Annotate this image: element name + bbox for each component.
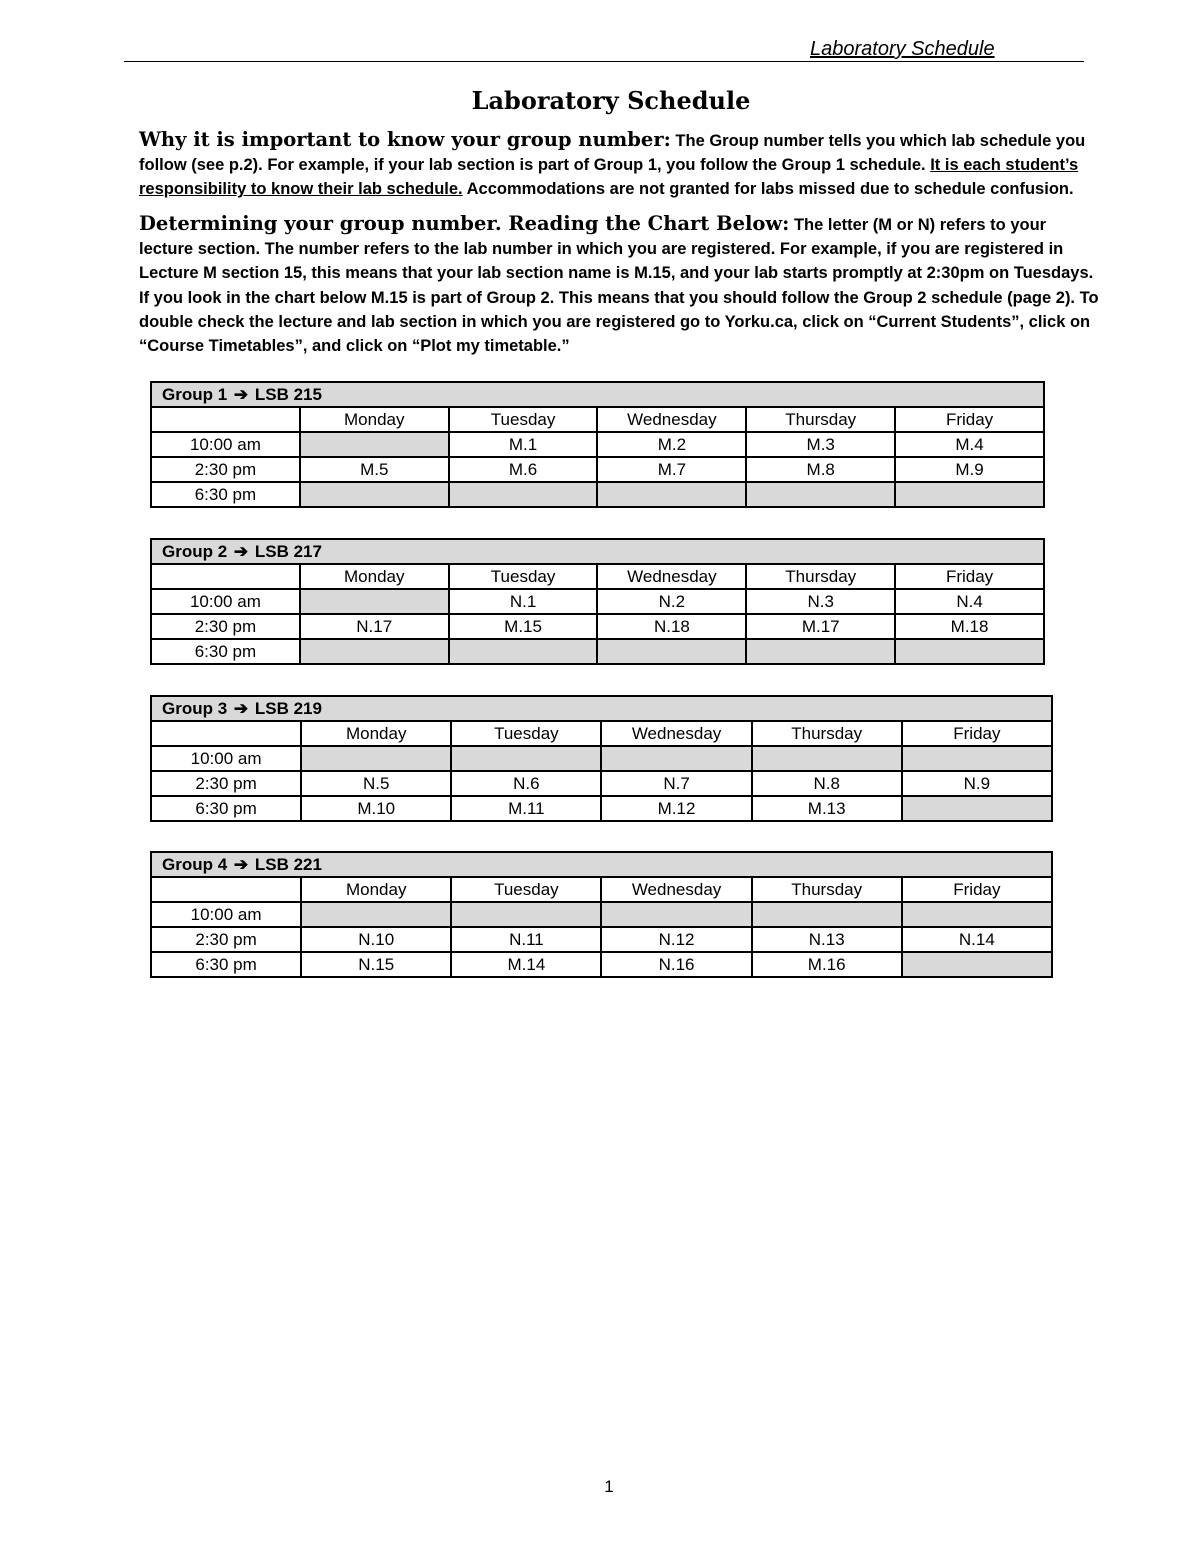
group-label: Group 3 — [162, 698, 228, 718]
day-header-row — [151, 877, 1052, 902]
time-row — [151, 432, 1044, 457]
time-row — [151, 796, 1052, 821]
corner-cell — [151, 721, 301, 746]
table-title — [151, 852, 1052, 877]
empty-cell — [597, 482, 746, 507]
table-title — [151, 382, 1044, 407]
day-header: Tuesday — [449, 564, 598, 589]
time-row — [151, 771, 1052, 796]
time-label: 6:30 pm — [151, 952, 301, 977]
time-label: 2:30 pm — [151, 771, 301, 796]
empty-cell — [746, 482, 895, 507]
room-label: LSB 217 — [254, 541, 322, 561]
empty-cell — [597, 639, 746, 664]
section-cell: M.15 — [449, 614, 598, 639]
paragraph-text: The letter (M or N) refers to your lecture section. The number refers to the lab number in which you are registered. For example, if you are registered in Lecture M section 15, this means that your lab section name is M.15, and your lab starts promptly at 2:30pm on Tuesdays. If you look in the chart below M.15 is part of Group 2. This means that you should follow the Group 2 schedule (page 2). To double check the lecture and lab section in which you are registered go to Yorku.ca, click on “Current Students”, click on “Course Timetables”, and click on “Plot my timetable.” — [139, 216, 1099, 356]
page-title: Laboratory Schedule — [471, 86, 751, 115]
empty-cell — [895, 639, 1044, 664]
section-cell: N.15 — [301, 952, 451, 977]
section-cell: M.17 — [746, 614, 895, 639]
section-cell: N.3 — [746, 589, 895, 614]
section-cell: M.6 — [449, 457, 598, 482]
time-row — [151, 614, 1044, 639]
section-cell: N.16 — [601, 952, 751, 977]
empty-cell — [902, 746, 1052, 771]
section-cell: M.1 — [449, 432, 598, 457]
time-label: 2:30 pm — [151, 927, 301, 952]
section-cell: N.18 — [597, 614, 746, 639]
day-header: Monday — [301, 721, 451, 746]
section-cell: N.12 — [601, 927, 751, 952]
time-label: 10:00 am — [151, 589, 300, 614]
time-row — [151, 902, 1052, 927]
arrow-icon: ➔ — [229, 854, 253, 874]
empty-cell — [902, 902, 1052, 927]
day-header: Tuesday — [451, 877, 601, 902]
empty-cell — [451, 902, 601, 927]
time-row — [151, 589, 1044, 614]
day-header: Wednesday — [601, 877, 751, 902]
day-header: Tuesday — [449, 407, 598, 432]
day-header: Monday — [300, 564, 449, 589]
time-label: 10:00 am — [151, 902, 301, 927]
room-label: LSB 215 — [254, 384, 322, 404]
day-header-row — [151, 564, 1044, 589]
time-label: 10:00 am — [151, 432, 300, 457]
empty-cell — [301, 902, 451, 927]
table-title-row — [151, 696, 1052, 721]
arrow-icon: ➔ — [229, 384, 253, 404]
responsibility-note: It is each student’s responsibility to know their lab schedule. — [139, 156, 1079, 199]
corner-cell — [151, 564, 300, 589]
day-header-row — [151, 721, 1052, 746]
section-cell: M.9 — [895, 457, 1044, 482]
day-header: Wednesday — [597, 407, 746, 432]
section-cell: N.13 — [752, 927, 902, 952]
arrow-icon: ➔ — [229, 541, 253, 561]
time-row — [151, 927, 1052, 952]
empty-cell — [902, 952, 1052, 977]
running-header — [124, 36, 1084, 62]
day-header: Wednesday — [597, 564, 746, 589]
empty-cell — [902, 796, 1052, 821]
empty-cell — [300, 482, 449, 507]
empty-cell — [895, 482, 1044, 507]
section-cell: N.2 — [597, 589, 746, 614]
empty-cell — [746, 639, 895, 664]
group-number-importance-paragraph — [139, 128, 1099, 202]
section-cell: N.9 — [902, 771, 1052, 796]
empty-cell — [300, 589, 449, 614]
section-cell: M.2 — [597, 432, 746, 457]
section-cell: M.12 — [601, 796, 751, 821]
section-cell: M.8 — [746, 457, 895, 482]
schedule-table-group-4 — [150, 851, 1053, 978]
empty-cell — [449, 482, 598, 507]
group-label: Group 4 — [162, 854, 228, 874]
section-cell: N.7 — [601, 771, 751, 796]
section-cell: M.5 — [300, 457, 449, 482]
section-cell: N.5 — [301, 771, 451, 796]
section-cell: M.10 — [301, 796, 451, 821]
day-header: Monday — [300, 407, 449, 432]
empty-cell — [752, 746, 902, 771]
day-header: Friday — [895, 407, 1044, 432]
running-header-title: Laboratory Schedule — [810, 38, 995, 60]
group-label: Group 1 — [162, 384, 228, 404]
section-cell: M.13 — [752, 796, 902, 821]
empty-cell — [301, 746, 451, 771]
section-cell: N.17 — [300, 614, 449, 639]
schedule-table-group-2 — [150, 538, 1045, 665]
time-label: 2:30 pm — [151, 614, 300, 639]
day-header: Friday — [902, 721, 1052, 746]
day-header: Wednesday — [601, 721, 751, 746]
section-cell: M.14 — [451, 952, 601, 977]
day-header: Thursday — [752, 877, 902, 902]
time-row — [151, 639, 1044, 664]
day-header: Monday — [301, 877, 451, 902]
day-header: Thursday — [752, 721, 902, 746]
empty-cell — [300, 432, 449, 457]
section-cell: N.1 — [449, 589, 598, 614]
schedule-table-group-3 — [150, 695, 1053, 822]
section-cell: N.11 — [451, 927, 601, 952]
section-cell: N.4 — [895, 589, 1044, 614]
time-label: 6:30 pm — [151, 639, 300, 664]
page-number: 1 — [604, 1477, 614, 1496]
section-cell: M.16 — [752, 952, 902, 977]
empty-cell — [601, 902, 751, 927]
corner-cell — [151, 407, 300, 432]
day-header-row — [151, 407, 1044, 432]
day-header: Tuesday — [451, 721, 601, 746]
time-label: 10:00 am — [151, 746, 301, 771]
table-title-row — [151, 852, 1052, 877]
section-cell: N.14 — [902, 927, 1052, 952]
section-cell: N.6 — [451, 771, 601, 796]
time-row — [151, 482, 1044, 507]
section-cell: M.7 — [597, 457, 746, 482]
time-row — [151, 457, 1044, 482]
section-cell: M.11 — [451, 796, 601, 821]
empty-cell — [451, 746, 601, 771]
table-title — [151, 539, 1044, 564]
day-header: Friday — [895, 564, 1044, 589]
arrow-icon: ➔ — [229, 698, 253, 718]
table-title-row — [151, 382, 1044, 407]
paragraph-lead: Determining your group number. Reading the Chart Below: — [139, 212, 790, 235]
group-label: Group 2 — [162, 541, 228, 561]
section-cell: M.3 — [746, 432, 895, 457]
section-cell: N.8 — [752, 771, 902, 796]
empty-cell — [300, 639, 449, 664]
section-cell: N.10 — [301, 927, 451, 952]
time-label: 6:30 pm — [151, 482, 300, 507]
time-row — [151, 746, 1052, 771]
table-title — [151, 696, 1052, 721]
empty-cell — [752, 902, 902, 927]
paragraph-text: The Group number tells you which lab schedule you follow (see p.2). For example, if your lab section is part of Group 1, you follow the Group 1 schedule. — [139, 132, 1086, 175]
room-label: LSB 221 — [254, 854, 322, 874]
schedule-table-group-1 — [150, 381, 1045, 508]
paragraph-lead: Why it is important to know your group number: — [139, 128, 671, 151]
time-row — [151, 952, 1052, 977]
section-cell: M.4 — [895, 432, 1044, 457]
table-title-row — [151, 539, 1044, 564]
corner-cell — [151, 877, 301, 902]
day-header: Thursday — [746, 407, 895, 432]
day-header: Thursday — [746, 564, 895, 589]
reading-chart-paragraph — [139, 212, 1099, 358]
time-label: 6:30 pm — [151, 796, 301, 821]
empty-cell — [601, 746, 751, 771]
paragraph-text: Accommodations are not granted for labs missed due to schedule confusion. — [462, 180, 1074, 199]
time-label: 2:30 pm — [151, 457, 300, 482]
room-label: LSB 219 — [254, 698, 322, 718]
empty-cell — [449, 639, 598, 664]
day-header: Friday — [902, 877, 1052, 902]
section-cell: M.18 — [895, 614, 1044, 639]
